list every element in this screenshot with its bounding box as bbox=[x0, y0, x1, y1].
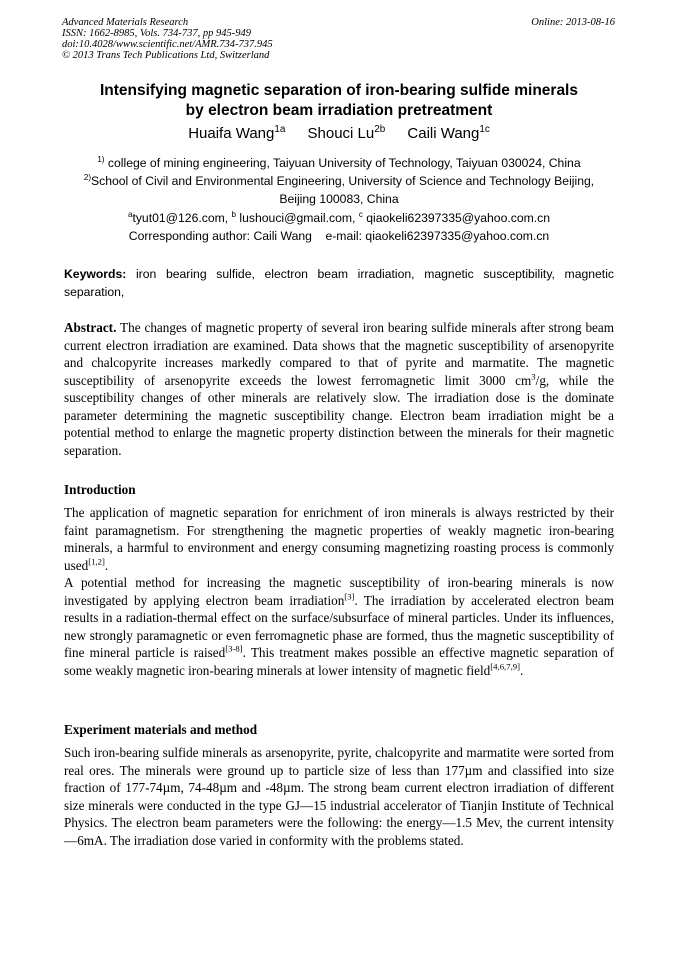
section-heading-experiment: Experiment materials and method bbox=[64, 722, 258, 737]
author: Shouci $Lu^{2b}$ bbox=[307, 124, 386, 142]
intro-paragraph-2: A potential method for increasing the magnetic susceptibility of iron-bearing minerals is now investigated by applying electron beam irradiation[3]. The irradiation by accelerated electron beam results in a radiation-thermal effect on the surface/subsurface of mineral particles. Under its influences, new strongly paramagnetic or even ferromagnetic phase are formed, thus the magnetic susceptibility of fine mineral particle is raised[3-8]. This treatment makes possible an effective magnetic separation of some weakly magnetic iron-bearing minerals at lower intensity of magnetic field[4,6,7,9]. bbox=[64, 575, 614, 678]
affiliation-1: $^{1)}$ college of mining engineering, Taiyuan University of Technology, Taiyuan 030024, China bbox=[97, 154, 581, 170]
copyright-line: © 2013 Trans Tech Publications Ltd, Switzerland bbox=[62, 50, 270, 61]
online-date: Online: 2013-08-16 bbox=[531, 17, 615, 28]
section-heading-introduction: Introduction bbox=[64, 482, 136, 497]
author-list bbox=[40, 124, 638, 144]
paper-title bbox=[40, 81, 638, 121]
introduction-body bbox=[64, 504, 614, 679]
experiment-paragraph: Such iron-bearing sulfide minerals as arsenopyrite, pyrite, chalcopyrite and marmatite were sorted from real ores. The minerals were ground up to particle size of less than 177µm and classified into size fraction of 177-74µm, 74-48µm and -48µm. The strong beam current electron irradiation of different size minerals were conducted in the type GJ—15 industrial accelerator of Tianjin Institute of Technical Physics. The electron beam parameters were the following: the energy—1.5 Mev, the current intensity—6mA. The irradiation dose varied in conformity with the problems stated. bbox=[64, 745, 614, 848]
abstract: Abstract. The changes of magnetic property of several iron bearing sulfide minerals after strong beam current electron irradiation are examined. Data shows that the magnetic susceptibility of arsenopyrite and chalcopyrite increases markedly compared to that of pyrite and marmatite. The magnetic susceptibility of arsenopyrite exceeds the lowest ferromagnetic limit 3000 $cm^3/g$, while the susceptibility changes of other minerals are relatively slow. The irradiation dose is the dominate parameter determining the magnetic susceptibility change. Electron beam irradiation might be a potential method to enlarge the magnetic property distinction between the minerals for their magnetic separation. bbox=[64, 320, 614, 458]
title-line-1: Intensifying magnetic separation of iron-bearing sulfide minerals bbox=[99, 82, 578, 99]
affiliation-2: $^{2)}$School of Civil and Environmental Engineering, University of Science and Technology Beijing, bbox=[83, 173, 595, 189]
abstract-label: Abstract. bbox=[64, 320, 117, 335]
intro-paragraph-1: The application of magnetic separation for enrichment of iron minerals is always restricted by their faint paramagnetism. For strengthening the magnetic properties of weakly magnetic iron-bearing minerals, a harmful to environment and energy consuming magnetizing roasting process is commonly used[1,2]. bbox=[64, 505, 614, 573]
keywords-label: Keywords: bbox=[64, 267, 127, 281]
author: Huaifa Wang$^{1a}$ bbox=[188, 124, 286, 142]
affiliations bbox=[40, 154, 638, 245]
affiliation-2-cont: Beijing 100083, China bbox=[279, 192, 399, 207]
doi-line: doi:10.4028/www.scientific.net/AMR.734-737.945 bbox=[62, 39, 273, 50]
email-line: $^a$tyut01@126.com, $^b$ lushouci@gmail.com, $^c$ qiaokeli62397335@yahoo.com.cn bbox=[127, 209, 551, 225]
issn-line: ISSN: 1662-8985, Vols. 734-737, pp 945-949 bbox=[62, 28, 251, 39]
title-line-2: by electron beam irradiation pretreatment bbox=[185, 102, 493, 119]
keywords-text: iron bearing sulfide, electron beam irradiation, magnetic susceptibility, magnetic separation, bbox=[64, 267, 614, 299]
author: Caili Wang$^{1c}$ bbox=[407, 124, 490, 142]
journal-header bbox=[62, 17, 273, 61]
keywords bbox=[64, 265, 614, 301]
journal-name: Advanced Materials Research bbox=[62, 17, 189, 28]
corresponding-author: Corresponding author: Caili Wang e-mail: qiaokeli62397335@yahoo.com.cn bbox=[128, 228, 550, 243]
